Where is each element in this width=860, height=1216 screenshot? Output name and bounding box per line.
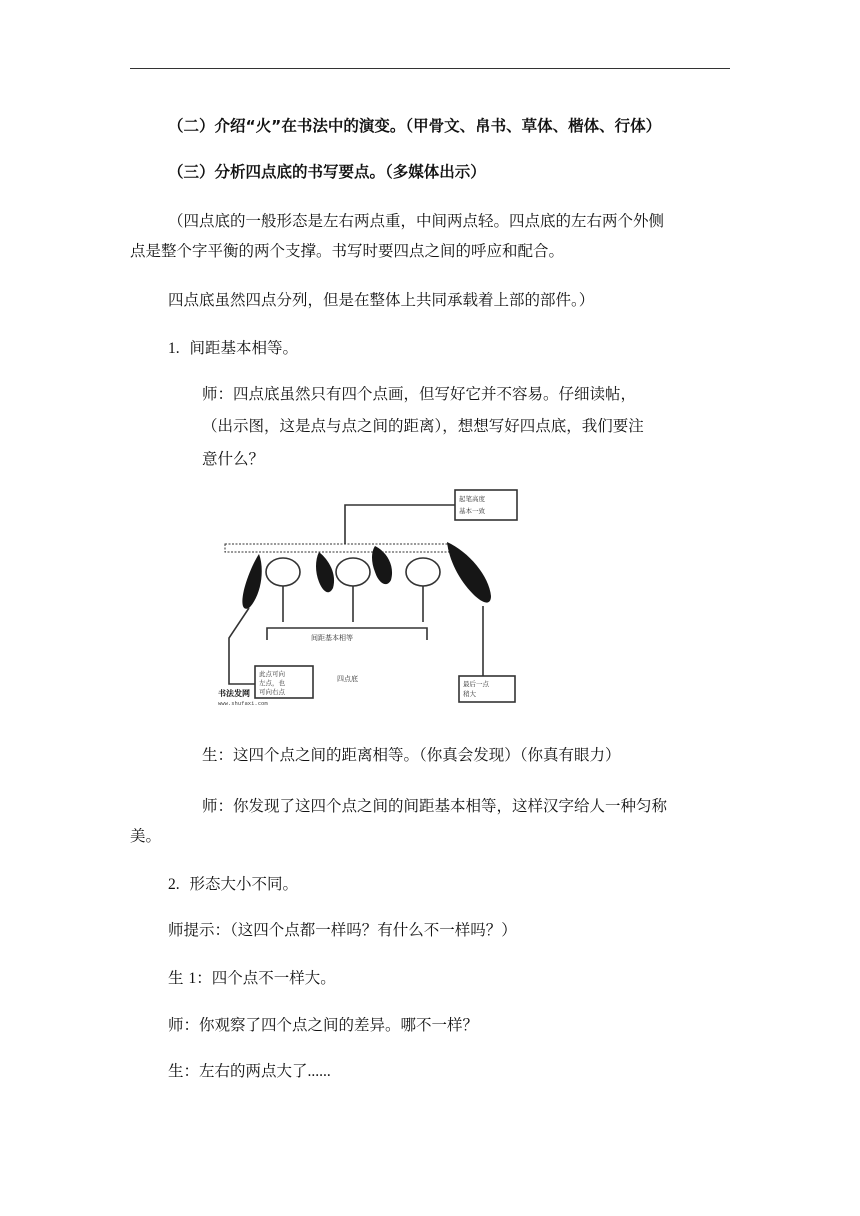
label-top-right-line-1: 起笔高度 <box>459 495 485 503</box>
point-2-number: 2. <box>168 876 180 893</box>
label-bottom-left-line-2: 左点，也 <box>259 679 285 687</box>
section-heading-3: （三）分析四点底的书写要点。（多媒体出示） <box>168 163 486 181</box>
label-middle: 间距基本相等 <box>311 634 353 642</box>
student-1-number: 1 <box>188 970 197 987</box>
teacher-answer-line-1: 师：你发现了这四个点之间的间距基本相等，这样汉字给人一种匀称 <box>202 797 668 815</box>
point-2-heading <box>168 874 298 895</box>
point-2-title: 形态大小不同。 <box>189 875 298 893</box>
label-top-right-line-2: 基本一致 <box>459 507 485 515</box>
label-bottom-center: 四点底 <box>337 675 358 683</box>
label-bottom-left-line-3: 可向右点 <box>259 688 285 696</box>
teacher-question-2: 师：你观察了四个点之间的差异。哪不一样？ <box>168 1016 479 1034</box>
point-1-title: 间距基本相等。 <box>189 339 298 357</box>
student-1-text: ：四个点不一样大。 <box>196 969 336 987</box>
student-last-answer <box>168 1061 331 1082</box>
label-bottom-left-line-1: 此点可向 <box>259 670 285 678</box>
teacher-question-line-2: （出示图，这是点与点之间的距离），想想写好四点底，我们要注 <box>202 417 644 435</box>
four-dots-diagram <box>215 488 525 710</box>
watermark-logo: 书法发网 <box>218 689 250 698</box>
intro-line-3: 四点底虽然四点分列，但是在整体上共同承载着上部的部件。） <box>168 291 595 309</box>
teacher-question-line-3: 意什么？ <box>202 450 265 468</box>
student-answer-1: 生：这四个点之间的距离相等。（你真会发现）（你真有眼力） <box>202 746 621 764</box>
label-bottom-right-line-1: 最后一点 <box>463 680 489 688</box>
student-1-answer <box>168 968 336 989</box>
header-rule <box>130 68 730 69</box>
student-1-prefix: 生 <box>168 969 189 987</box>
teacher-hint: 师提示：（这四个点都一样吗？有什么不一样吗？） <box>168 921 517 939</box>
section-heading-2: （二）介绍“火”在书法中的演变。（甲骨文、帛书、草体、楷体、行体） <box>168 117 662 135</box>
student-last-ellipsis: ...... <box>307 1063 331 1080</box>
point-1-number: 1. <box>168 340 180 357</box>
intro-line-1: （四点底的一般形态是左右两点重，中间两点轻。四点底的左右两个外侧 <box>168 212 665 230</box>
intro-line-2: 点是整个字平衡的两个支撑。书写时要四点之间的呼应和配合。 <box>130 242 565 260</box>
student-last-text: 生：左右的两点大了 <box>168 1062 308 1080</box>
watermark-url: www.shufaxi.com <box>218 701 268 707</box>
teacher-question-line-1: 师：四点底虽然只有四个点画，但写好它并不容易。仔细读帖， <box>202 385 637 403</box>
point-1-heading <box>168 338 298 359</box>
teacher-answer-line-2: 美。 <box>130 827 162 845</box>
label-bottom-right-line-2: 稍大 <box>463 690 476 698</box>
